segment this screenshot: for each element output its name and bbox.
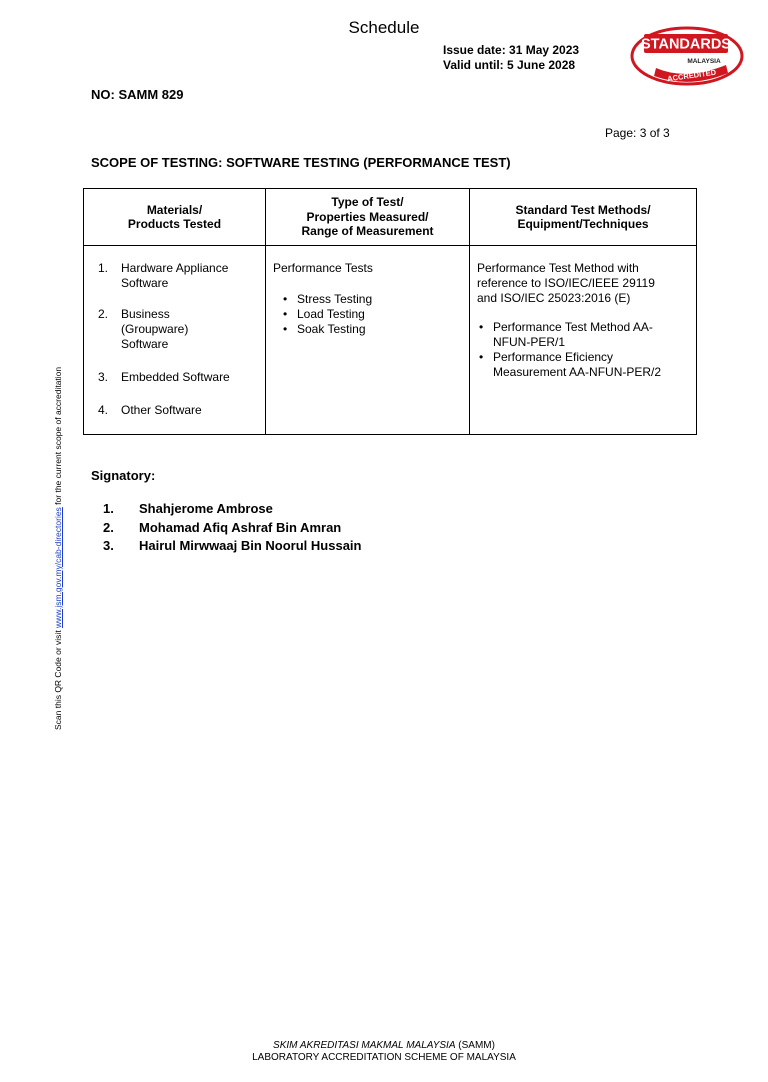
list-item: 2. Mohamad Afiq Ashraf Bin Amran [103, 519, 342, 535]
issue-date: Issue date: 31 May 2023 [443, 43, 580, 57]
footer [0, 1040, 768, 1064]
methods-intro: Performance Test Method with reference to ISO/IEC/IEEE 29119 and ISO/IEC 25023:2016 (E) [477, 261, 655, 305]
list-item: 2. Business (Groupware) Software [98, 307, 189, 351]
issue-validity-block [443, 43, 579, 72]
list-item: • Stress Testing [281, 292, 463, 307]
scope-heading: SCOPE OF TESTING: SOFTWARE TESTING (PERFORMANCE TEST) [91, 155, 511, 170]
list-item: • Load Testing [281, 307, 463, 322]
materials-cell [98, 261, 260, 418]
list-item: • Performance Test Method AA- NFUN-PER/1 [477, 320, 691, 350]
list-item: • Soak Testing [281, 322, 463, 337]
list-item: 3. Embedded Software [98, 370, 230, 384]
list-item: 1. Shahjerome Ambrose [103, 501, 273, 516]
page-number: Page: 3 of 3 [605, 126, 670, 140]
signatory-label: Signatory: [91, 468, 156, 483]
valid-until: Valid until: 5 June 2028 [443, 57, 576, 72]
test-type-cell [273, 261, 463, 337]
footer-line-1: SKIM AKREDITASI MAKMAL MALAYSIA (SAMM) [273, 1040, 495, 1051]
list-item: 3. Hairul Mirwwaaj Bin Noorul Hussain [103, 538, 362, 553]
reference-number: NO: SAMM 829 [91, 87, 184, 102]
document-title: Schedule [348, 18, 420, 37]
standards-malaysia-accredited-logo [630, 25, 746, 87]
table-header-divider [84, 245, 696, 246]
test-type-title: Performance Tests [273, 261, 373, 275]
list-item: • Performance Eficiency Measurement AA-NFUN-PER/2 [477, 350, 691, 380]
footer-line-2: LABORATORY ACCREDITATION SCHEME OF MALAYSIA [252, 1052, 516, 1063]
accreditation-side-note: Scan this QR Code or visit www.jsm.gov.my/cab-directories for the current scope of accreditation [53, 366, 63, 730]
scope-table [83, 188, 697, 435]
test-methods-cell [477, 261, 691, 380]
header-test-methods: Standard Test Methods/ Equipment/Techniques [515, 202, 651, 231]
list-item: 4. Other Software [98, 403, 202, 417]
header-materials: Materials/ Products Tested [127, 202, 222, 231]
cab-directories-link[interactable]: www.jsm.gov.my/cab-directories [53, 507, 63, 628]
logo-country-text: MALAYSIA [687, 58, 721, 65]
header-type-of-test: Type of Test/ Properties Measured/ Range of Measurement [301, 195, 434, 239]
logo-accredited-text: ACCREDITED [666, 67, 717, 84]
list-item: 1. Hardware Appliance Software [98, 261, 229, 290]
signatory-list [103, 500, 361, 556]
logo-brand-text: STANDARDS [641, 36, 731, 53]
